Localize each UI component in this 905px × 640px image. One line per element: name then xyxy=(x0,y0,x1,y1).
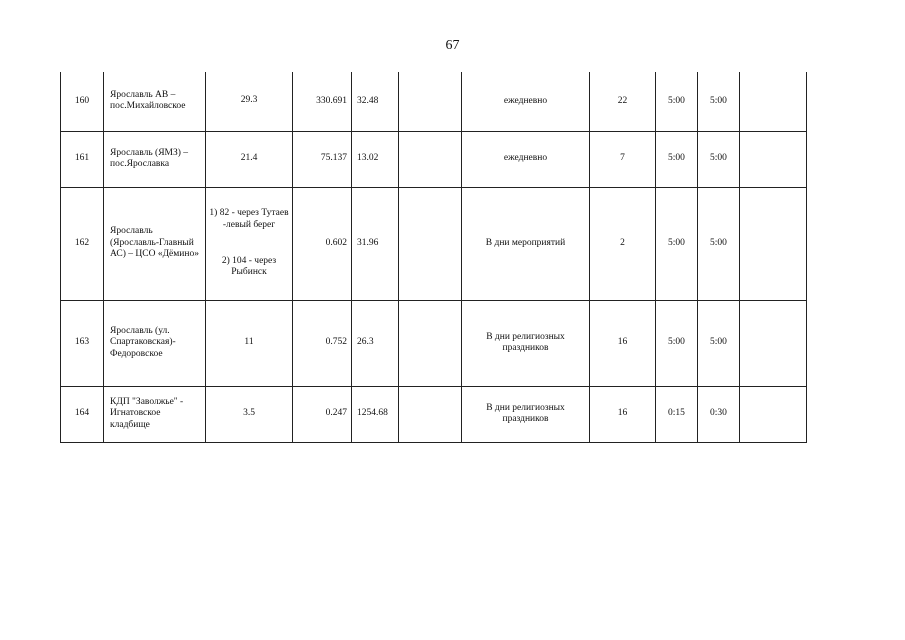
route-schedule: В дни религиозных праздников xyxy=(462,386,590,442)
route-value: 13.02 xyxy=(352,131,399,187)
route-time-start: 0:15 xyxy=(656,386,698,442)
route-name: Ярославль (ЯМЗ) – пос.Ярославка xyxy=(104,131,206,187)
via-entry: 1) 82 - через Тутаев -левый берег xyxy=(209,208,289,230)
route-time-start: 5:00 xyxy=(656,187,698,300)
route-extra-cell xyxy=(740,300,807,386)
via-spacer xyxy=(209,232,289,256)
route-length: 0.247 xyxy=(293,386,352,442)
route-trips: 22 xyxy=(590,72,656,131)
table-row xyxy=(61,131,807,187)
via-entry: 29.3 xyxy=(240,95,258,106)
route-empty-cell xyxy=(399,187,462,300)
route-empty-cell xyxy=(399,386,462,442)
route-extra-cell xyxy=(740,386,807,442)
via-entry: 3.5 xyxy=(243,408,255,419)
route-value: 32.48 xyxy=(352,72,399,131)
route-length: 330.691 xyxy=(293,72,352,131)
route-empty-cell xyxy=(399,300,462,386)
route-extra-cell xyxy=(740,131,807,187)
route-via xyxy=(206,386,293,442)
routes-table xyxy=(60,72,807,443)
route-empty-cell xyxy=(399,131,462,187)
route-trips: 7 xyxy=(590,131,656,187)
route-via xyxy=(206,187,293,300)
route-time-end: 5:00 xyxy=(698,72,740,131)
table-row xyxy=(61,187,807,300)
route-name: Ярославль АВ – пос.Михайловское xyxy=(104,72,206,131)
route-schedule: ежедневно xyxy=(462,72,590,131)
table-row xyxy=(61,300,807,386)
route-value: 1254.68 xyxy=(352,386,399,442)
route-time-end: 5:00 xyxy=(698,300,740,386)
route-schedule: ежедневно xyxy=(462,131,590,187)
route-extra-cell xyxy=(740,187,807,300)
route-value: 31.96 xyxy=(352,187,399,300)
route-trips: 2 xyxy=(590,187,656,300)
route-length: 0.752 xyxy=(293,300,352,386)
route-number: 164 xyxy=(61,386,104,442)
route-extra-cell xyxy=(740,72,807,131)
route-time-start: 5:00 xyxy=(656,300,698,386)
route-length: 75.137 xyxy=(293,131,352,187)
route-via xyxy=(206,300,293,386)
route-schedule: В дни мероприятий xyxy=(462,187,590,300)
page-number: 67 xyxy=(445,38,460,53)
route-time-end: 0:30 xyxy=(698,386,740,442)
route-via xyxy=(206,131,293,187)
route-empty-cell xyxy=(399,72,462,131)
route-time-end: 5:00 xyxy=(698,187,740,300)
route-name: Ярославль (ул. Спартаковская)-Федоровское xyxy=(104,300,206,386)
route-via xyxy=(206,72,293,131)
route-name: Ярославль (Ярославль-Главный АС) – ЦСО «Дёмино» xyxy=(104,187,206,300)
route-time-start: 5:00 xyxy=(656,131,698,187)
via-entry: 2) 104 - через Рыбинск xyxy=(221,255,277,278)
route-number: 162 xyxy=(61,187,104,300)
route-trips: 16 xyxy=(590,386,656,442)
route-trips: 16 xyxy=(590,300,656,386)
table-row xyxy=(61,72,807,131)
route-schedule: В дни религиозных праздников xyxy=(462,300,590,386)
route-value: 26.3 xyxy=(352,300,399,386)
route-length: 0.602 xyxy=(293,187,352,300)
table-row xyxy=(61,386,807,442)
route-number: 163 xyxy=(61,300,104,386)
route-time-start: 5:00 xyxy=(656,72,698,131)
route-name: КДП "Заволжье" - Игнатовское кладбище xyxy=(104,386,206,442)
via-entry: 11 xyxy=(244,337,254,348)
route-number: 160 xyxy=(61,72,104,131)
route-time-end: 5:00 xyxy=(698,131,740,187)
route-number: 161 xyxy=(61,131,104,187)
via-entry: 21.4 xyxy=(240,153,258,164)
